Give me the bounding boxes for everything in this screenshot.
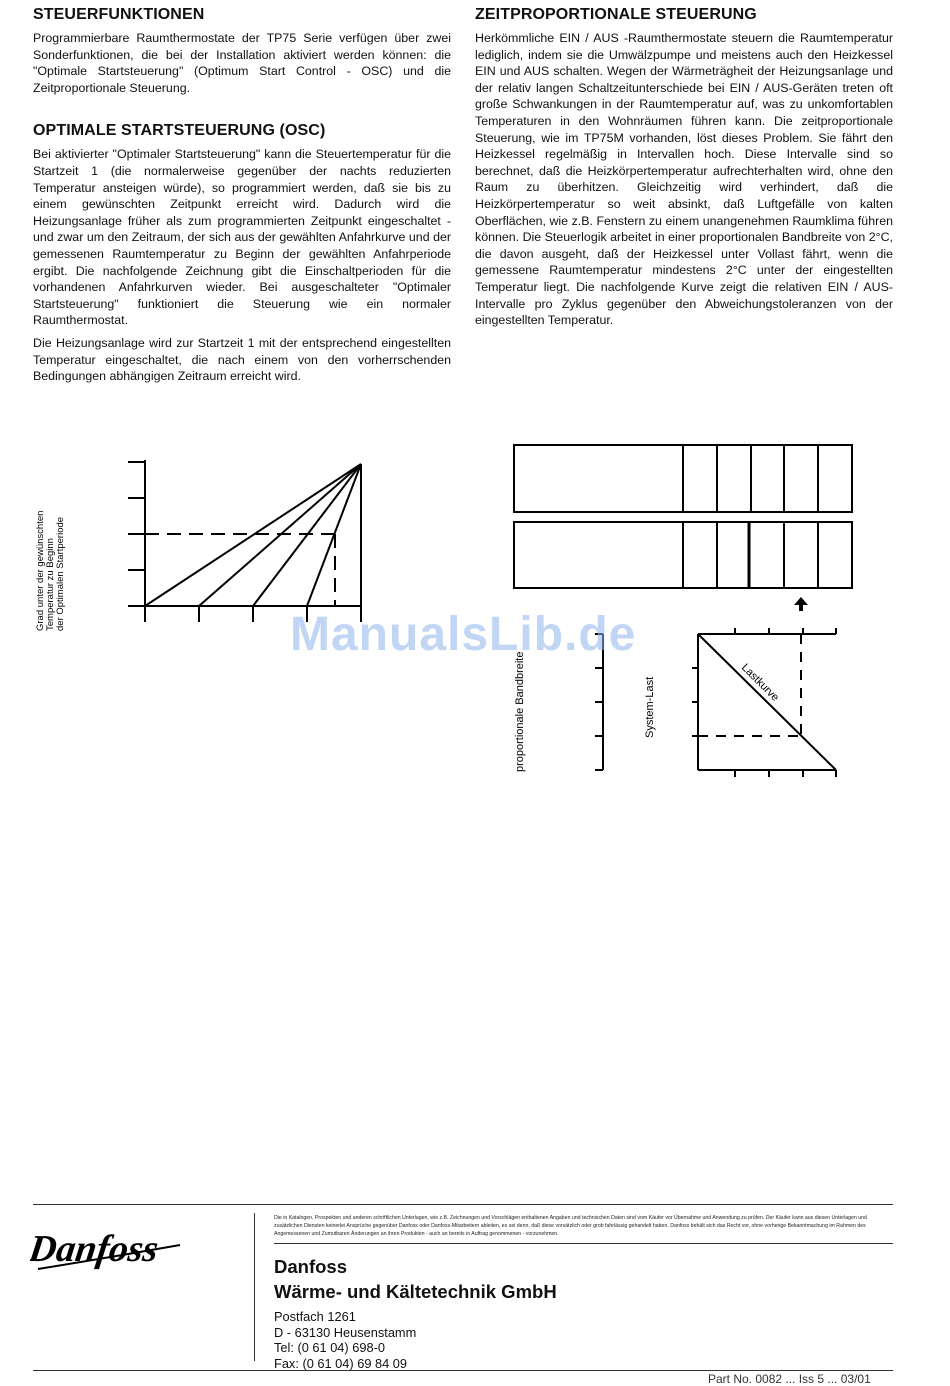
legal-disclaimer: Die in Katalogen, Prospekten und anderen schriftlichen Unterlagen, wie z.B. Zeichnungen und Vorschlägen enthaltenen Angaben und technischen Daten sind vom Käufer vor Übernahme und Anwendung zu prüfen. Der Käufer kann aus diesen Unterlagen und zusätzlichen Diensten keinerlei Ansprüche gegenüber Danfoss oder Danfoss-Mitarbeitern ableiten, es sei denn, daß diese vorsätzlich oder grob fahrlässig gehandelt haben. Danfoss behält sich das Recht vor, ohne vorherige Bekanntmachung im Rahmen des Angemessenen und Zumutbaren Änderungen an ihren Produkten - auch an bereits in Auftrag genommenen - vorzunehmen. <box>274 1215 867 1237</box>
address-city: D - 63130 Heusenstamm <box>274 1324 417 1340</box>
danfoss-logo <box>30 1215 190 1282</box>
footer-top-rule <box>33 1204 893 1205</box>
load-label: System-Last <box>644 676 656 738</box>
address-fax: Fax: (0 61 04) 69 84 09 <box>274 1355 408 1371</box>
company-address <box>274 1309 557 1371</box>
watermark: ManualsLib.de <box>290 608 637 661</box>
svg-text:Danfoss: Danfoss <box>30 1228 161 1270</box>
right-column <box>475 6 893 335</box>
disclaimer-rule <box>274 1243 893 1244</box>
osc-ylabel-line2: Temperatur zu Beginn <box>45 538 56 631</box>
footer-bottom-rule <box>33 1370 893 1371</box>
left-column <box>33 6 451 391</box>
heading-steuerfunktionen: STEUERFUNKTIONEN <box>33 6 205 23</box>
paragraph-osc-2: Die Heizungsanlage wird zur Startzeit 1 mit der entsprechend eingestellten Temperatur eingeschaltet, die nach einem von den vorherrschenden Bedingungen abhängigen Zeitraum erreicht wird. <box>33 335 451 384</box>
heading-zeitproportional: ZEITPROPORTIONALE STEUERUNG <box>475 6 757 23</box>
arrow-up-icon <box>794 597 808 611</box>
footer-divider <box>254 1213 255 1361</box>
company-block <box>274 1254 557 1371</box>
osc-ylabel-line3: der Optimalen Startperiode <box>55 516 66 631</box>
company-name: Danfoss <box>274 1256 347 1277</box>
osc-ylabel-line1: Grad unter der gewünschten <box>35 510 46 631</box>
paragraph-zeitproportional: Herkömmliche EIN / AUS -Raumthermostate steuern die Raumtemperatur lediglich, indem sie die Umwälzpumpe und meistens auch den Heizkessel EIN und AUS schalten. Wegen der Wärmeträgheit der Heizungsanlage und der relativ langen Schaltzeitunterschiede bei EIN / AUS-Geräten treten oft große Schwankungen in der Raumtemperatur auf, was zu unkomfortablen Temperaturen in den Wohnräumen führen kann. Die zeitproportionale Steuerung, wie im TP75M vorhanden, löst dieses Problem. Sie fährt den Heizkessel regelmäßig in Intervallen hoch. Diese Intervalle sind so berechnet, daß die Heizkörpertemperatur aufrechterhalten wird, ohne den Raum zu überhitzen. Gleichzeitig wird verhindert, daß die Heizkörpertemperatur so weit absinkt, daß Luftgefälle von kalten Oberflächen, wie z.B. Fenstern zu einem unangenehmen Raumklima führen können. Die Steuerlogik arbeitet in einer proportionalen Bandbreite von 2°C, die davon ausgeht, daß der Heizkessel unter Vollast fährt, wenn die gemessene Raumtemperatur mindestens 2°C unter der eingestellten Temperatur liegt. Die nachfolgende Kurve zeigt die relativen EIN / AUS- Intervalle pro Zyklus gegenüber den Abweichungstoleranzen von der eingestellten Temperatur. <box>475 31 893 328</box>
band-label: proportionale Bandbreite <box>514 651 526 772</box>
paragraph-steuerfunktionen: Programmierbare Raumthermostate der TP75 Serie verfügen über zwei Sonderfunktionen, die bei der Installation aktiviert werden können: die "Optimale Startsteuerung" (Optimum Start Control - OSC) und die Zeitproportionale Steuerung. <box>33 31 451 95</box>
address-postbox: Postfach 1261 <box>274 1309 356 1324</box>
curve-label: Lastkurve <box>738 661 782 704</box>
paragraph-osc-1: Bei aktivierter "Optimaler Startsteuerung" kann die Steuertemperatur für die Startzeit 1 (die normalerweise gegenüber der nachts reduzierten Temperatur ansteigen würde), so programmiert werden, daß sie bis zu einem gewünschten Zeitpunkt erreicht wird. Dadurch wird die Heizungsanlage früher als zum programmierten Zeitpunkt eingeschaltet - und zwar um den Zeitraum, der sich aus der gewählten Anfahrkurve und der gemessenen Raumtemperatur zu Beginn der gewählten Anfahrperiode ergibt. Die nachfolgende Zeichnung gibt die Einschaltperioden für die vorhandenen Anfahrkurven wieder. Bei ausgeschalteter "Optimaler Startsteuerung" funktioniert die Steuerung wie ein normaler Raumthermostat. <box>33 147 451 328</box>
address-phone: Tel: (0 61 04) 698-0 <box>274 1340 385 1356</box>
part-number: Part No. 0082 ... Iss 5 ... 03/01 <box>708 1372 871 1386</box>
heading-osc: OPTIMALE STARTSTEUERUNG (OSC) <box>33 122 326 140</box>
danfoss-logo-icon <box>30 1215 190 1277</box>
load-curve <box>698 634 836 770</box>
company-division: Wärme- und Kältetechnik GmbH <box>274 1281 557 1302</box>
